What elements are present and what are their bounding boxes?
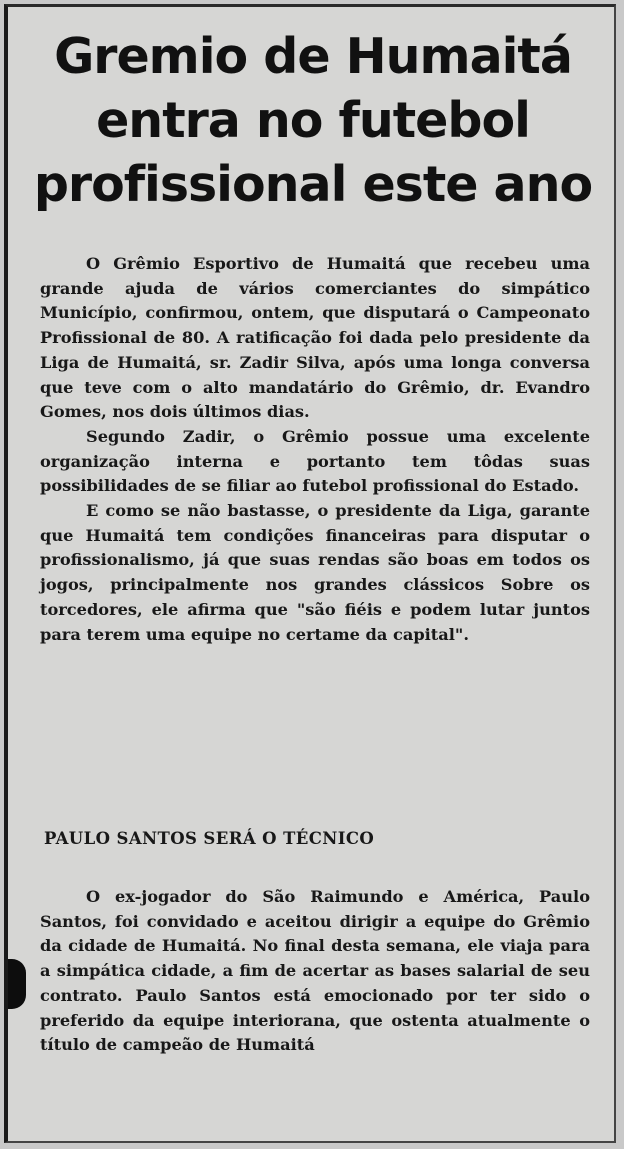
- article-body: [40, 252, 590, 647]
- article-paragraph-1: O Grêmio Esportivo de Humaitá que recebeu uma grande ajuda de vários comerciantes do simpático Município, confirmou, ontem, que disputará o Campeonato Profissional de 80. A ratificação foi dada pelo presidente da Liga de Humaitá, sr. Zadir Silva, após uma longa conversa que teve com o alto mandatário do Grêmio, dr. Evandro Gomes, nos dois últimos dias.: [40, 254, 590, 422]
- article-paragraph-2: Segundo Zadir, o Grêmio possue uma excelente organização interna e portanto tem tôdas suas possibilidades de se filiar ao futebol profissional do Estado.: [40, 426, 590, 496]
- section-body: [40, 885, 590, 1058]
- headline: [32, 25, 594, 217]
- article-paragraph-3: E como se não bastasse, o presidente da Liga, garante que Humaitá tem condições financeiras para disputar o profissionalismo, já que suas rendas são boas em todos os jogos, principalmente nos grandes clássicos Sobre os torcedores, ele afirma que "são fiéis e podem lutar juntos para terem uma equipe no certame da capital".: [40, 501, 590, 644]
- section-subhead: PAULO SANTOS SERÁ O TÉCNICO: [44, 829, 375, 848]
- section-paragraph: O ex-jogador do São Raimundo e América, Paulo Santos, foi convidado e aceitou dirigir a equipe do Grêmio da cidade de Humaitá. No final desta semana, ele viaja para a simpática cidade, a fim de acertar as bases salarial de seu contrato. Paulo Santos está emocionado por ter sido o preferido da equipe interiorana, que ostenta atualmente o título de campeão de Humaitá: [40, 887, 590, 1055]
- headline-line-1: Gremio de Humaitá: [54, 28, 572, 85]
- newspaper-clipping: [4, 4, 616, 1143]
- headline-line-2: entra no futebol: [96, 92, 530, 149]
- headline-line-3: profissional este ano: [33, 156, 593, 213]
- scan-blot: [4, 959, 26, 1009]
